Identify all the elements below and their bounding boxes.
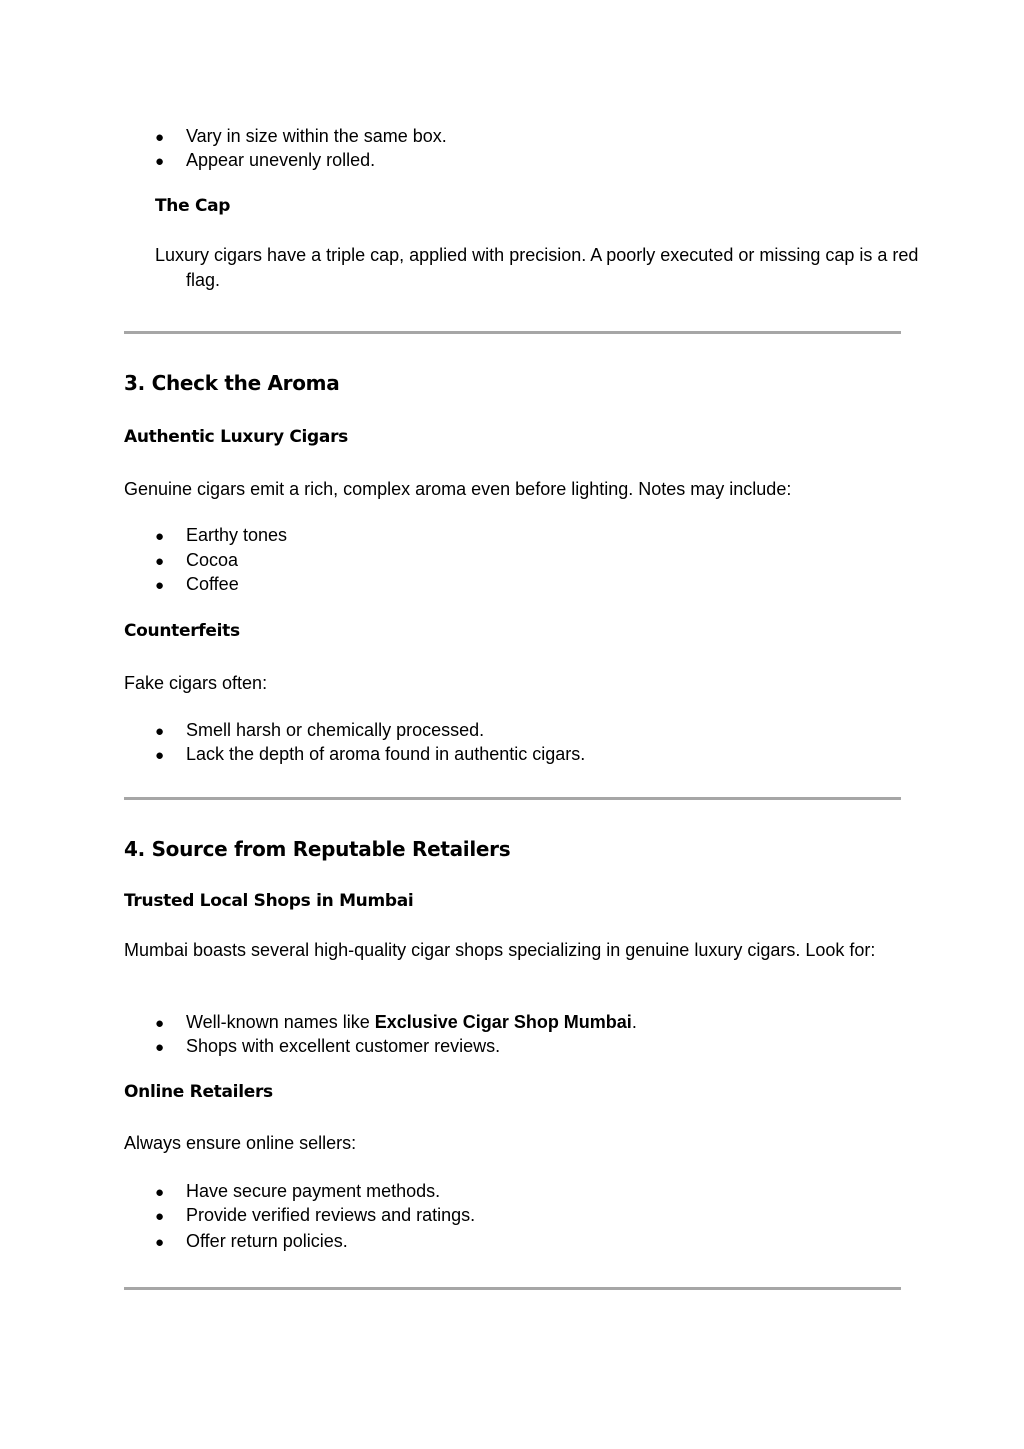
- bullet-icon: ●: [155, 1039, 165, 1056]
- subheading-authentic: Authentic Luxury Cigars: [124, 427, 349, 447]
- subheading-online-retailers: Online Retailers: [124, 1082, 273, 1102]
- list-item-text: Offer return policies.: [186, 1231, 348, 1251]
- list-item: [155, 148, 375, 173]
- section-heading-aroma: 3. Check the Aroma: [124, 371, 340, 395]
- bullet-icon: ●: [155, 1184, 165, 1201]
- list-item-text: Have secure payment methods.: [186, 1181, 441, 1201]
- list-item-text: Cocoa: [186, 550, 239, 570]
- section-divider: [124, 797, 901, 800]
- list-item: [155, 1010, 637, 1035]
- paragraph-cap: Luxury cigars have a triple cap, applied with precision. A poorly executed or missing cap is a red flag.: [155, 245, 919, 290]
- bullet-icon: ●: [155, 1234, 165, 1251]
- bullet-icon: ●: [155, 153, 165, 170]
- list-item-text-prefix: Well-known names like: [186, 1012, 375, 1032]
- paragraph-counterfeits-intro: Fake cigars often:: [124, 673, 268, 693]
- list-item: [155, 742, 585, 767]
- bullet-icon: ●: [155, 553, 165, 570]
- list-item-text: Lack the depth of aroma found in authentic cigars.: [186, 744, 586, 764]
- section-heading-retailers: 4. Source from Reputable Retailers: [124, 837, 511, 861]
- bullet-icon: ●: [155, 1208, 165, 1225]
- paragraph-authentic-intro: Genuine cigars emit a rich, complex aroma even before lighting. Notes may include:: [124, 479, 792, 499]
- list-item: [155, 1229, 348, 1254]
- section-divider: [124, 331, 901, 334]
- shop-name: Exclusive Cigar Shop Mumbai: [374, 1012, 632, 1032]
- list-item-text: Earthy tones: [186, 525, 288, 545]
- list-item-text-suffix: .: [631, 1012, 637, 1032]
- list-item-text: Provide verified reviews and ratings.: [186, 1205, 476, 1225]
- section-divider: [124, 1287, 901, 1290]
- bullet-icon: ●: [155, 747, 165, 764]
- list-item: [155, 572, 239, 597]
- list-item: [155, 1034, 500, 1059]
- paragraph-online-intro: Always ensure online sellers:: [124, 1133, 357, 1153]
- list-item-text: Appear unevenly rolled.: [186, 150, 376, 170]
- bullet-icon: ●: [155, 577, 165, 594]
- list-item: [155, 548, 238, 573]
- list-item: [155, 1203, 475, 1228]
- subheading-counterfeits: Counterfeits: [124, 621, 240, 641]
- list-item-text: Vary in size within the same box.: [186, 126, 447, 146]
- list-item-text: Coffee: [186, 574, 239, 594]
- paragraph-local-intro: Mumbai boasts several high-quality cigar shops specializing in genuine luxury cigars. Look for:: [124, 940, 876, 960]
- subheading-local-shops: Trusted Local Shops in Mumbai: [124, 891, 414, 911]
- bullet-icon: ●: [155, 528, 165, 545]
- bullet-icon: ●: [155, 129, 165, 146]
- list-item: [155, 1179, 440, 1204]
- list-item-text: Shops with excellent customer reviews.: [186, 1036, 501, 1056]
- bullet-icon: ●: [155, 723, 165, 740]
- bullet-icon: ●: [155, 1015, 165, 1032]
- list-item: [155, 124, 447, 149]
- list-item-text: Smell harsh or chemically processed.: [186, 720, 485, 740]
- subheading-the-cap: The Cap: [155, 196, 231, 216]
- list-item: [155, 718, 484, 743]
- list-item: [155, 523, 287, 548]
